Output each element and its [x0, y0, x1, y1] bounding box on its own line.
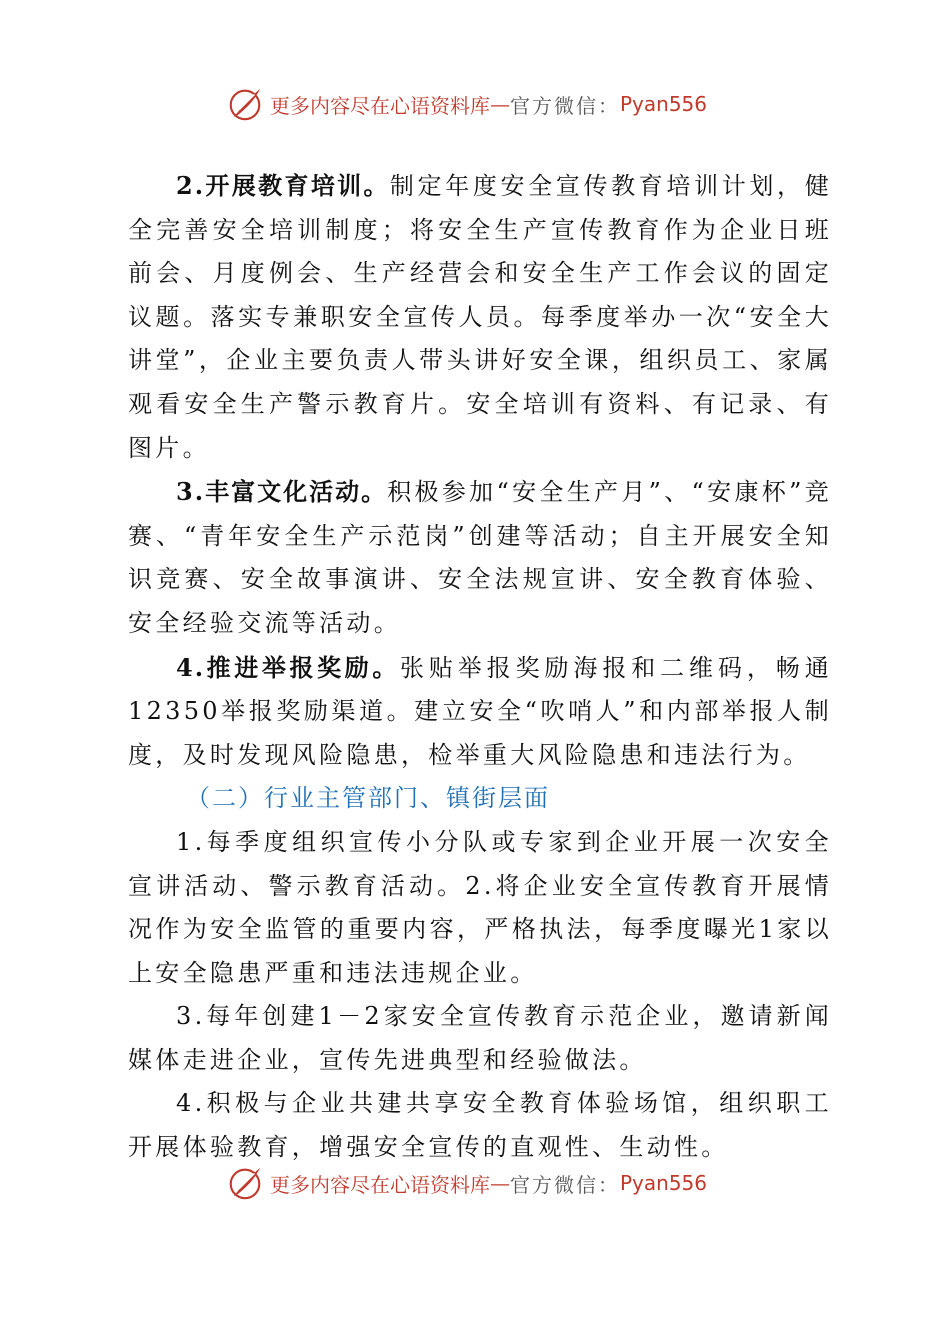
paragraph-item-3: 3.每年创建1－2家安全宣传教育示范企业，邀请新闻媒体走进企业，宣传先进典型和经验做法。	[128, 1002, 832, 1074]
paragraph-title: 4.推进举报奖励。	[176, 652, 400, 682]
banner-wechat-id: Pyan556	[620, 1171, 708, 1195]
paragraph-title: 2.开展教育培训。	[176, 171, 390, 200]
quill-logo-icon	[226, 85, 264, 123]
banner-middle: 官方微信：	[510, 1172, 620, 1197]
paragraph-education-training	[128, 164, 832, 470]
document-body	[128, 164, 832, 1170]
paragraph-item-4: 4.积极与企业共建共享安全教育体验场馆，组织职工开展体验教育，增强安全宣传的直观性、生动性。	[128, 1089, 832, 1162]
paragraph-item-1-2: 1.每季度组织宣传小分队或专家到企业开展一次安全宣讲活动、警示教育活动。2.将企业安全宣传教育开展情况作为安全监管的重要内容，严格执法，每季度曝光1家以上安全隐患严重和违法违规企业。	[128, 827, 832, 987]
quill-logo-icon	[226, 1164, 264, 1202]
paragraph-text: 张贴举报奖励海报和二维码，畅通12350举报奖励渠道。建立安全“吹哨人”和内部举报人制度，及时发现风险隐患，检举重大风险隐患和违法行为。	[128, 653, 833, 769]
banner-prefix: 更多内容尽在心语资料库	[270, 1172, 490, 1197]
paragraph-cultural-activities	[128, 470, 832, 645]
paragraph-text: 积极参加“安全生产月”、“安康杯”竞赛、“青年安全生产示范岗”创建等活动；自主开展安全知识竞赛、安全故事演讲、安全法规宣讲、安全教育体验、安全经验交流等活动。	[128, 478, 832, 637]
footer-banner	[226, 1163, 726, 1203]
header-banner	[226, 84, 726, 124]
banner-middle: 官方微信：	[510, 93, 620, 118]
banner-dash: —	[490, 92, 510, 116]
paragraph-title: 3.丰富文化活动。	[176, 477, 388, 507]
paragraph-text: 制定年度安全宣传教育培训计划，健全完善安全培训制度；将安全生产宣传教育作为企业日班前会、月度例会、生产经营会和安全生产工作会议的固定议题。落实专兼职安全宣传人员。每季度举办一次“安全大讲堂”，企业主要负责人带头讲好安全课，组织员工、家属观看安全生产警示教育片。安全培训有资料、有记录、有图片。	[128, 172, 832, 462]
paragraph-report-rewards	[128, 646, 832, 778]
banner-wechat-id: Pyan556	[620, 92, 708, 116]
banner-dash: —	[490, 1171, 510, 1195]
banner-prefix: 更多内容尽在心语资料库	[270, 93, 490, 118]
section-heading: （二）行业主管部门、镇街层面	[186, 784, 550, 813]
